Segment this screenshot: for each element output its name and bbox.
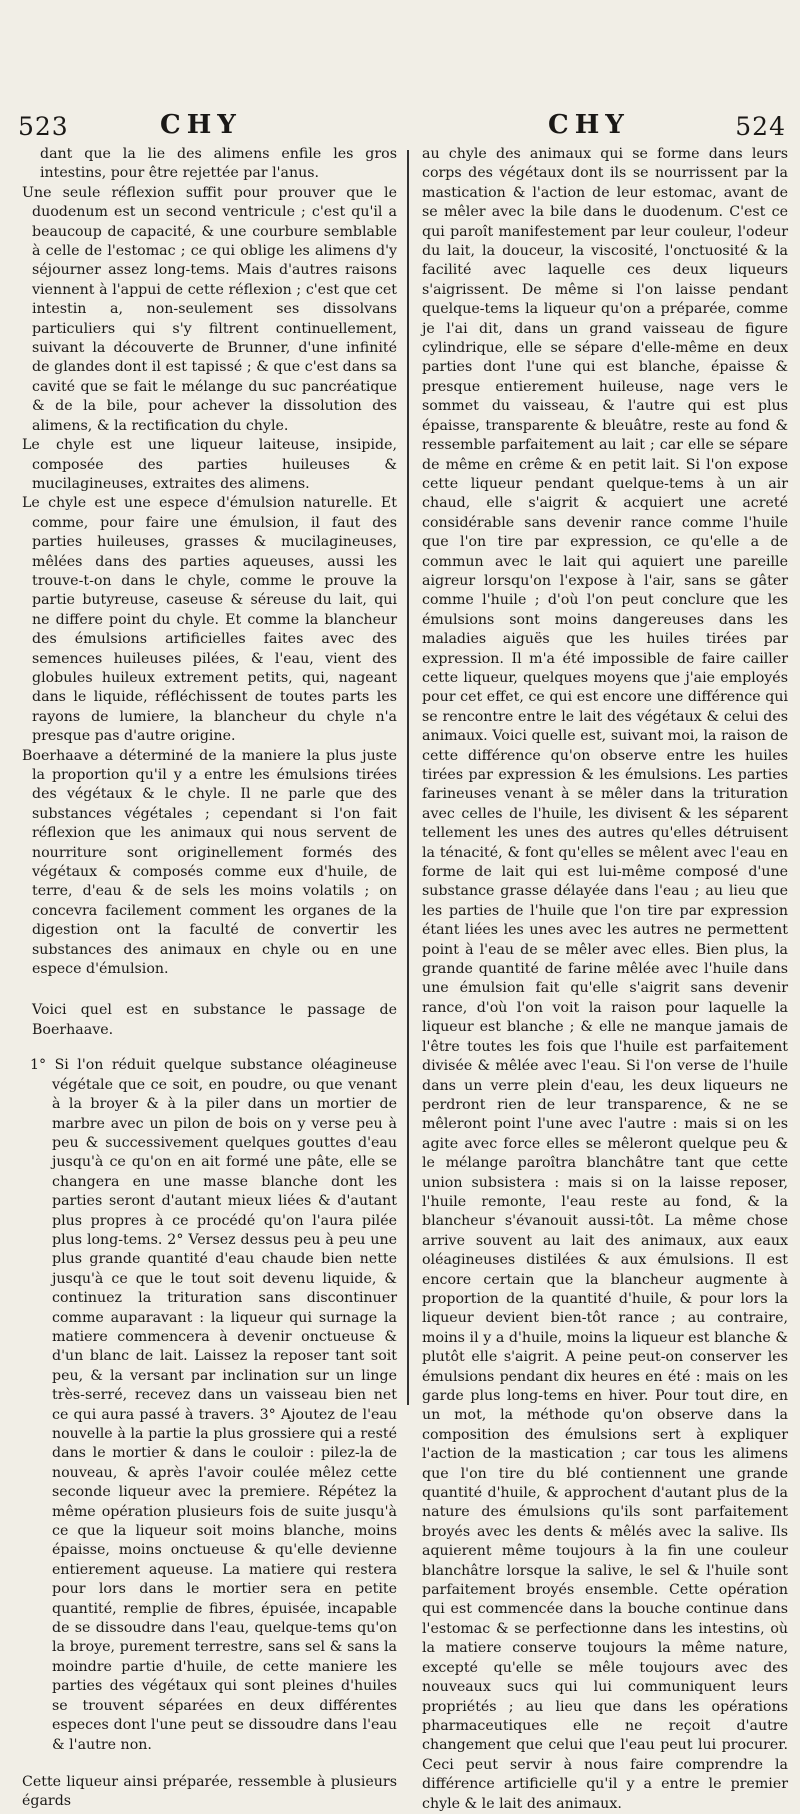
left-page-number: 523 (18, 112, 69, 141)
right-paragraph-1: au chyle des animaux qui se forme dans leurs corps des végétaux dont ils se nourrissent par la mastication & l'action de leur estomac, avant de se mêler avec la bile dans le duodenum. C'est ce qui paroît manifestement par leur couleur, l'odeur du lait, la douceur, la viscosité, l'onctuosité & la facilité avec laquelle ces deux liqueurs s'aigrissent. De même si l'on laisse pendant quelque-tems la liqueur qu'on a préparée, comme je l'ai dit, dans un grand vaisseau de figure cylindrique, elle se sépare d'elle-même en deux parties dont l'une qui est blanche, épaisse & presque entierement huileuse, nage vers le sommet du vaisseau, & l'autre qui est plus épaisse, transparente & bleuâtre, reste au fond & ressemble parfaitement au lait ; car elle se sépare de même en crême & en petit lait. Si l'on expose cette liqueur pendant quelque-tems à un air chaud, elle s'aigrit & acquiert une acreté considérable sans devenir rance comme l'huile que l'on tire par expression, ce qu'elle a de commun avec le lait qui aquiert une pareille aigreur lorsqu'on l'expose à l'air, sans se gâter comme l'huile ; d'où l'on peut conclure que les émulsions sont moins dangereuses dans les maladies aiguës que les huiles tirées par expression. Il m'a été impossible de faire cailler cette liqueur, quelques moyens que j'aie employés pour cet effet, ce qui est encore une différence qui se rencontre entre le lait des végétaux & celui des animaux. Voici quelle est, suivant moi, la raison de cette différence qu'on observe entre les huiles tirées par expression & les émulsions. Les parties farineuses venant à se mêler dans la trituration avec celles de l'huile, les divisent & les séparent tellement les unes des autres qu'elles détruisent la ténacité, & font qu'elles se mêlent avec l'eau en forme de lait qui est lui-même composé d'une substance grasse délayée dans l'eau ; au lieu que les parties de l'huile que l'on tire par expression étant liées les unes avec les autres ne permettent point à l'eau de se mêler avec elles. Bien plus, la grande quantité de farine mêlée avec l'huile dans une émulsion fait qu'elle s'aigrit sans devenir rance, d'où l'on voit la raison pour laquelle la liqueur est blanche ; & elle ne manque jamais de l'être toutes les fois que l'huile est parfaitement divisée & mêlée avec l'eau. Si l'on verse de l'huile dans un verre plein d'eau, les deux liqueurs ne perdront rien de leur transparence, & ne se mêleront point l'une avec l'autre : mais si on les agite avec force elles se mêleront quelque peu & le mélange paroîtra blanchâtre tant que cette union subsistera : mais si on la laisse reposer, l'huile remonte, l'eau reste au fond, & la blancheur s'évanouit aussi-tôt. La même chose arrive souvent au lait des animaux, aux eaux oléagineuses distilées & aux émulsions. Il est encore certain que la blancheur augmente à proportion de la quantité d'huile, & pour lors la liqueur devient bien-tôt rance ; au contraire, moins il y a d'huile, moins la liqueur est blanche & plutôt elle s'aigrit. A peine peut-on conserver les émulsions pendant dix heures en été : mais on les garde plus long-tems en hiver. Pour tout dire, en un mot, la méthode qu'on observe dans la composition des émulsions sert à expliquer l'action de la mastication ; car tous les alimens que l'on tire du blé contiennent une grande quantité d'huile, & approchent d'autant plus de la nature des émulsions qu'ils sont parfaitement broyés avec les dents & mêlés avec la salive. Ils aquierent même toujours à la fin une couleur blanchâtre lorsque la salive, le sel & l'huile sont parfaitement broyés ensemble. Cette opération qui est commencée dans la bouche continue dans l'estomac & se perfectionne dans les intestins, où la matiere conserve toujours la même nature, excepté qu'elle se mêle toujours avec des nouveaux sucs qui lui communiquent leurs propriétés ; au lieu que dans les opérations pharmaceutiques elle ne reçoit d'autre changement que celui que l'eau peut lui procurer. Ceci peut servir à nous faire comprendre la différence artificielle qu'il y a entre le premier chyle & le lait des animaux. (422, 146, 788, 1812)
right-running-head: CHY (548, 110, 630, 140)
right-column (422, 145, 788, 1814)
left-paragraph-6: 1° Si l'on réduit quelque substance oléagineuse végétale que ce soit, en poudre, ou que venant à la broyer & à la piler dans un mortier de marbre avec un pilon de bois on y verse peu à peu & successivement quelques gouttes d'eau jusqu'à ce qu'on en ait formé une pâte, elle se changera en une masse blanche dont les parties seront d'autant mieux liées & d'autant plus propres à ce procédé qu'on l'aura pilée plus long-tems. 2° Versez dessus peu à peu une plus grande quantité d'eau chaude bien nette jusqu'à ce que le tout soit devenu liquide, & continuez la trituration sans discontinuer comme auparavant : la liqueur qui surnage la matiere commencera à devenir onctueuse & d'un blanc de lait. Laissez la reposer tant soit peu, & la versant par inclination sur un linge très-serré, recevez dans un vaisseau bien net ce qui aura passé à travers. 3° Ajoutez de l'eau nouvelle à la partie la plus grossiere qui a resté dans le mortier & dans le couloir : pilez-la de nouveau, & après l'avoir coulée mêlez cette seconde liqueur avec la premiere. Répétez la même opération plusieurs fois de suite jusqu'à ce que la liqueur soit moins blanche, moins épaisse, moins onctueuse & qu'elle devienne entierement aqueuse. La matiere qui restera pour lors dans le mortier sera en petite quantité, remplie de fibres, épuisée, incapable de se dissoudre dans l'eau, quelque-tems qu'on la broye, purement terrestre, sans sel & sans la moindre partie d'huile, de cette maniere les parties des végétaux qui sont pleines d'huiles se trouvent séparées en deux différentes especes dont l'une peut se dissoudre dans l'eau & l'autre non. (30, 1057, 397, 1753)
left-paragraph-1: dant que la lie des alimens enfile les gros intestins, pour être rejettée par l'anus. (40, 146, 397, 182)
left-paragraph-3: Le chyle est une liqueur laiteuse, insipide, composée des parties huileuses & mucilagineuses, extraites des alimens. (22, 437, 397, 492)
left-column (22, 145, 397, 1812)
left-paragraph-4: Le chyle est une espece d'émulsion naturelle. Et comme, pour faire une émulsion, il faut des parties huileuses, grasses & mucilagineuses, mêlées dans des parties aqueuses, aussi les trouve-t-on dans le chyle, comme le prouve la partie butyreuse, caseuse & séreuse du lait, qui ne differe point du chyle. Et comme la blancheur des émulsions artificielles faites avec des semences huileuses pilées, & l'eau, vient des globules huileux extrement petits, qui, nageant dans le liquide, réfléchissent de toutes parts les rayons de lumiere, la blancheur du chyle n'a presque pas d'autre origine. (22, 495, 397, 745)
section-heading: Voici quel est en substance le passage de Boerhaave. (32, 1002, 397, 1038)
column-divider (407, 150, 409, 1405)
left-running-head: CHY (160, 110, 242, 140)
left-paragraph-7: Cette liqueur ainsi préparée, ressemble à plusieurs égards (22, 1773, 397, 1810)
left-paragraph-2: Une seule réflexion suffit pour prouver que le duodenum est un second ventricule ; c'est qu'il a beaucoup de capacité, & une courbure semblable à celle de l'estomac ; ce qui oblige les alimens d'y séjourner assez long-tems. Mais d'autres raisons viennent à l'appui de cette réflexion ; c'est que cet intestin a, non-seulement ses dissolvans particuliers qui s'y filtrent continuellement, suivant la découverte de Brunner, d'une infinité de glandes dont il est tapissé ; & que c'est dans sa cavité que se fait le mélange du suc pancréatique & de la bile, pour achever la dissolution des alimens, & la rectification du chyle. (22, 184, 397, 434)
left-paragraph-5: Boerhaave a déterminé de la maniere la plus juste la proportion qu'il y a entre les émulsions tirées des végétaux & le chyle. Il ne parle que des substances végétales ; cependant si l'on fait réflexion que les animaux qui nous servent de nourriture sont originellement formés des végétaux & composés comme eux d'huile, de terre, d'eau & de sels les moins volatils ; on concevra facilement comment les organes de la digestion ont la faculté de convertir les substances des animaux en chyle ou en une espece d'émulsion. (22, 747, 397, 978)
right-page-number: 524 (735, 112, 786, 141)
